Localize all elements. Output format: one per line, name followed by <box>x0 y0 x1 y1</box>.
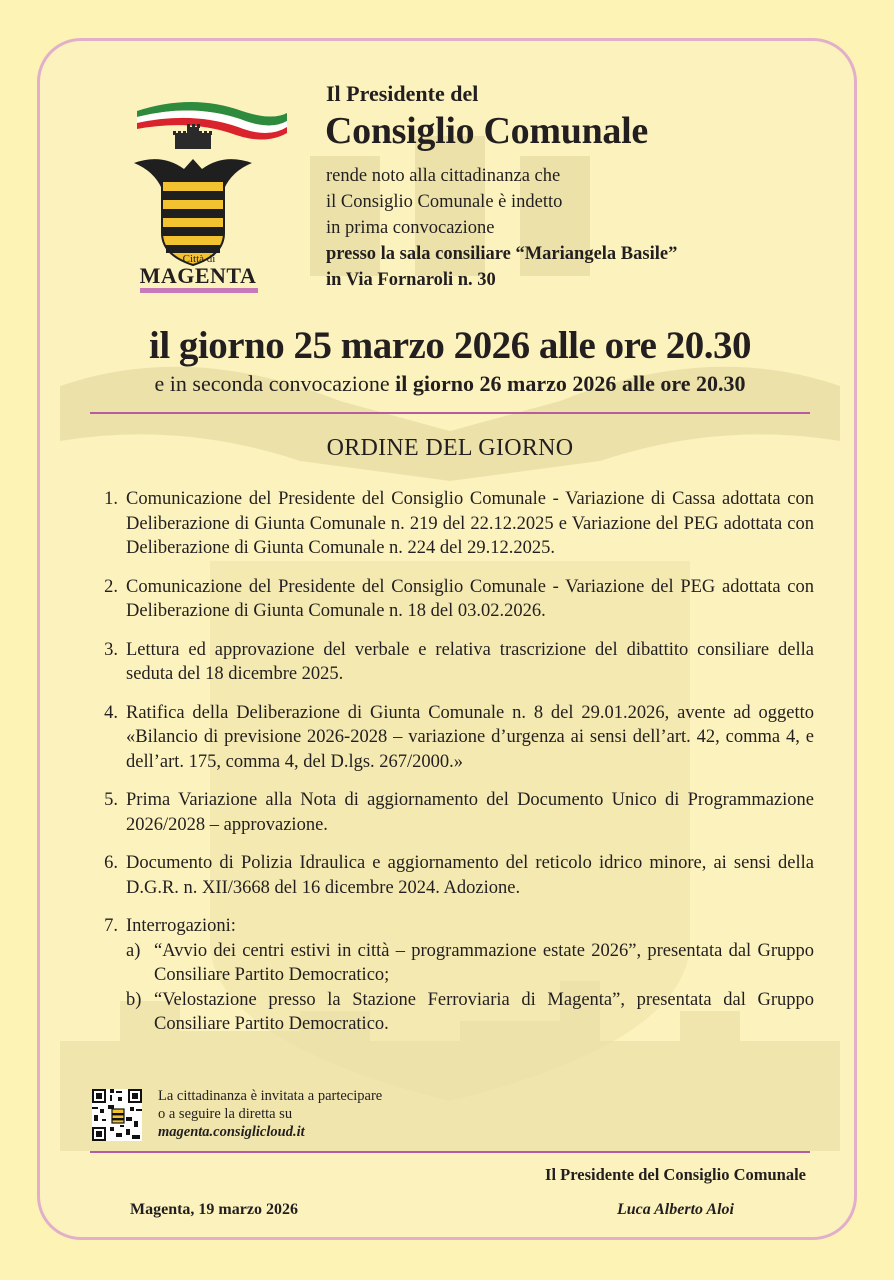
agenda-subitem-label: b) <box>126 989 142 1010</box>
agenda-item <box>90 701 814 775</box>
agenda-item-text: Comunicazione del Presidente del Consiglio Comunale - Variazione del PEG adottata con Deliberazione di Giunta Comunale n. 18 del 03.02.2026. <box>126 576 814 621</box>
divider-top <box>90 412 810 414</box>
second-convocation-date: il giorno 26 marzo 2026 alle ore 20.30 <box>395 371 746 396</box>
agenda-subitem-label: a) <box>126 940 141 961</box>
agenda-list <box>90 487 814 1051</box>
logo-city-name: MAGENTA <box>139 263 257 288</box>
agenda-item <box>90 638 814 687</box>
agenda-item-label: Interrogazioni: <box>126 916 236 936</box>
intro-line: in prima convocazione <box>326 218 495 238</box>
qr-code-icon <box>92 1089 142 1141</box>
header-subtitle: Il Presidente del <box>326 81 479 106</box>
second-convocation-prefix: e in seconda convocazione <box>154 371 390 396</box>
agenda-title: ORDINE DEL GIORNO <box>326 435 574 461</box>
agenda-item-text: Ratifica della Deliberazione di Giunta Comunale n. 8 del 29.01.2026, avente ad oggetto «Bilancio di previsione 2026-2028 – variazione d’urgenza ai sensi dell’art. 42, comma 4, e dell’art. 175, comma 4, del D.lgs. 267/2000.» <box>126 702 814 772</box>
agenda-item-number: 4. <box>104 702 118 723</box>
agenda-item-number: 7. <box>104 916 118 936</box>
second-convocation <box>40 371 857 397</box>
agenda-item-text: Prima Variazione alla Nota di aggiornamento del Documento Unico di Programmazione 2026/2028 – approvazione. <box>126 790 814 835</box>
invite-text <box>158 1087 478 1141</box>
signatory-role: Il Presidente del Consiglio Comunale <box>545 1165 806 1184</box>
agenda-item <box>90 575 814 624</box>
agenda-item-text <box>120 914 814 1037</box>
agenda-subitem-text: “Velostazione presso la Stazione Ferroviaria di Magenta”, presentata dal Gruppo Consiliare Partito Democratico. <box>154 989 814 1034</box>
agenda-item-number: 3. <box>104 639 118 660</box>
agenda-item <box>90 914 814 1037</box>
signatory-name: Luca Alberto Aloi <box>616 1201 734 1218</box>
place-date: Magenta, 19 marzo 2026 <box>130 1201 298 1218</box>
stream-url-link[interactable]: magenta.consiglicloud.it <box>158 1124 305 1140</box>
intro-line: rende noto alla cittadinanza che <box>326 166 561 186</box>
agenda-item <box>90 851 814 900</box>
logo-underline <box>140 288 258 293</box>
agenda-item-number: 2. <box>104 576 118 597</box>
header-title: Consiglio Comunale <box>325 110 648 152</box>
intro-address: in Via Fornaroli n. 30 <box>326 270 496 290</box>
agenda-item-number: 5. <box>104 790 118 810</box>
first-convocation-date: il giorno 25 marzo 2026 alle ore 20.30 <box>148 324 751 367</box>
invite-line: o a seguire la diretta su <box>158 1106 293 1122</box>
intro-line: il Consiglio Comunale è indetto <box>326 192 563 212</box>
agenda-item-text: Lettura ed approvazione del verbale e relativa trascrizione del dibattito consiliare della seduta del 18 dicembre 2025. <box>126 639 814 684</box>
agenda-subitem <box>126 939 814 988</box>
intro-text <box>326 163 806 293</box>
agenda-subitem <box>126 988 814 1037</box>
logo-city-prefix: Città di <box>182 253 216 265</box>
agenda-item <box>90 487 814 561</box>
agenda-item <box>90 788 814 837</box>
agenda-item-number: 1. <box>104 489 118 509</box>
agenda-subitem-text: “Avvio dei centri estivi in città – programmazione estate 2026”, presentata dal Gruppo Consiliare Partito Democratico; <box>154 940 814 985</box>
invite-line: La cittadinanza è invitata a partecipare <box>158 1088 383 1104</box>
intro-venue: presso la sala consiliare “Mariangela Basile” <box>326 244 678 264</box>
divider-bottom <box>90 1151 810 1153</box>
agenda-item-text: Documento di Polizia Idraulica e aggiornamento del reticolo idrico minore, ai sensi della D.G.R. n. XII/3668 del 16 dicembre 2024. Adozione. <box>126 853 814 898</box>
notice-card <box>37 38 857 1240</box>
agenda-item-text: Comunicazione del Presidente del Consiglio Comunale - Variazione di Cassa adottata con Deliberazione di Giunta Comunale n. 219 del 22.12.2025 e Variazione del PEG adottata con Deliberazione di Giunta Comunale n. 224 del 29.12.2025. <box>126 489 814 558</box>
agenda-item-number: 6. <box>104 853 118 873</box>
